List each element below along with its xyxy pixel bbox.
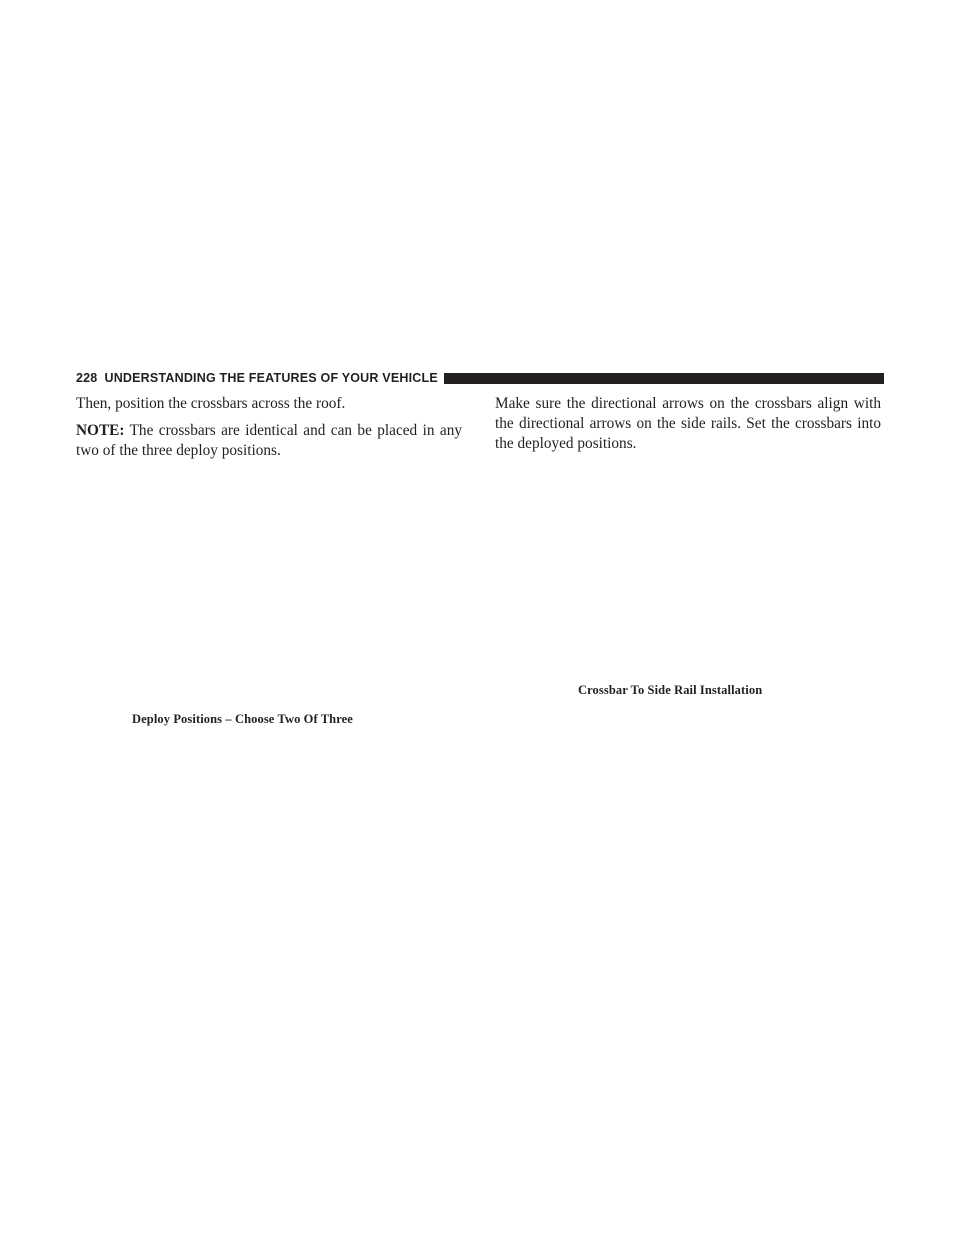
page-number: 228 [76,371,98,385]
note-paragraph [76,421,462,461]
page-header [76,369,884,387]
left-column [76,394,462,468]
crossbar-installation-caption: Crossbar To Side Rail Installation [578,683,763,697]
right-column [495,394,881,461]
alignment-paragraph: Make sure the directional arrows on the crossbars align with the directional arrows on the side rails. Set the crossbars into the deployed positions. [495,395,881,452]
note-text: The crossbars are identical and can be placed in any two of the three deploy positions. [76,422,462,459]
instruction-paragraph: Then, position the crossbars across the roof. [76,395,346,412]
header-rule [444,373,884,384]
note-label: NOTE: [76,422,125,439]
deploy-positions-caption: Deploy Positions – Choose Two Of Three [132,712,353,726]
section-title: UNDERSTANDING THE FEATURES OF YOUR VEHICLE [104,371,438,385]
